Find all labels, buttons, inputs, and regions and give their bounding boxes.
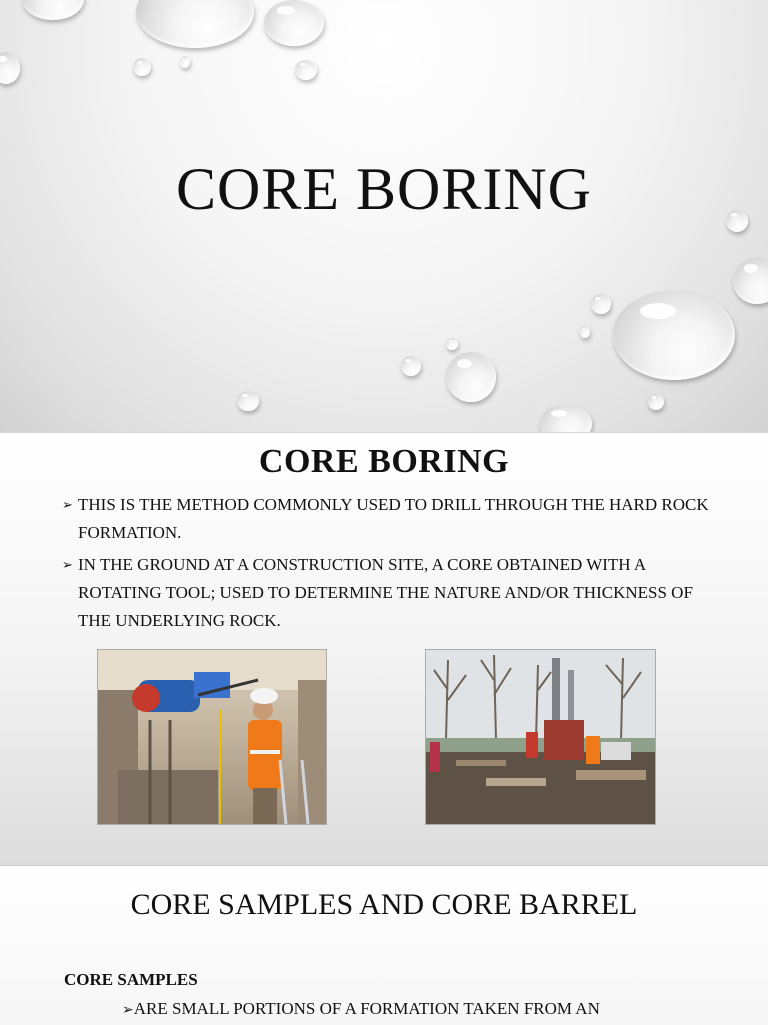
water-drop xyxy=(446,338,458,350)
water-drop xyxy=(733,258,768,304)
section-label: CORE SAMPLES xyxy=(64,970,198,989)
title-slide xyxy=(0,0,768,432)
water-drop xyxy=(237,391,259,411)
water-drop xyxy=(580,326,590,338)
bullet-item xyxy=(122,999,600,1019)
water-drop xyxy=(264,0,324,46)
water-drop xyxy=(401,356,421,376)
arrow-bullet-icon: ➢ xyxy=(62,557,73,572)
bullet-text: IN THE GROUND AT A CONSTRUCTION SITE, A CORE OBTAINED WITH A ROTATING TOOL; USED TO DETERMINE THE NATURE AND/OR THICKNESS OF THE UNDERLYING ROCK. xyxy=(78,555,693,630)
worker-drilling-photo xyxy=(97,649,327,825)
bullet-item xyxy=(62,551,712,635)
water-drop xyxy=(540,404,592,432)
water-drop xyxy=(613,290,735,380)
bullet-text: ARE SMALL PORTIONS OF A FORMATION TAKEN FROM AN xyxy=(133,999,600,1018)
core-samples-slide xyxy=(0,865,768,1025)
water-drop xyxy=(180,56,190,68)
worker-drilling-illustration xyxy=(98,650,326,824)
slide-heading: CORE SAMPLES AND CORE BARREL xyxy=(130,888,638,921)
arrow-bullet-icon: ➢ xyxy=(122,1003,134,1018)
water-drop xyxy=(295,60,317,80)
slide-heading: CORE BORING xyxy=(258,443,510,480)
arrow-bullet-icon: ➢ xyxy=(62,497,73,512)
water-drop xyxy=(133,58,151,76)
water-drop xyxy=(22,0,84,20)
slide-title: CORE BORING xyxy=(175,156,593,222)
drilling-rig-illustration xyxy=(426,650,655,824)
drilling-rig-site-photo xyxy=(425,649,656,825)
bullet-item xyxy=(62,491,712,547)
water-drop xyxy=(446,352,496,402)
water-drop xyxy=(591,294,611,314)
water-drop xyxy=(648,394,664,410)
bullet-text: THIS IS THE METHOD COMMONLY USED TO DRILL THROUGH THE HARD ROCK FORMATION. xyxy=(78,495,709,542)
water-drop xyxy=(0,52,20,84)
core-boring-slide xyxy=(0,432,768,866)
water-drop xyxy=(136,0,254,48)
bullet-list xyxy=(62,491,712,639)
